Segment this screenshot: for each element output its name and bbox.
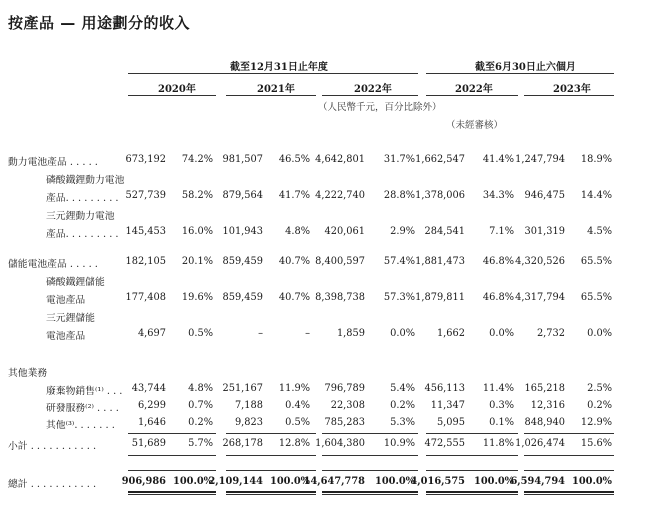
row-label: 其他業務 [8, 368, 48, 379]
table-cell: 1,604,380 [315, 438, 365, 449]
table-cell: 0.2% [188, 417, 213, 428]
row-label: 電池產品 [46, 295, 86, 306]
table-cell: 1,247,794 [515, 154, 565, 165]
year-rule-2022 [322, 95, 418, 96]
table-cell: 177,408 [125, 292, 166, 303]
table-cell: – [258, 328, 263, 339]
total-bottom-rule [524, 491, 614, 493]
table-cell: 4,016,575 [410, 476, 465, 487]
table-cell: 41.7% [278, 190, 310, 201]
table-cell: 456,113 [424, 383, 465, 394]
total-bottom-rule [128, 491, 216, 493]
total-top-rule [426, 470, 518, 471]
table-cell: 2,732 [536, 328, 565, 339]
table-cell: 4.5% [587, 226, 612, 237]
table-cell: 46.5% [278, 154, 310, 165]
table-cell: 0.7% [188, 400, 213, 411]
table-cell: 11.9% [278, 383, 310, 394]
table-cell: 4,697 [137, 328, 166, 339]
table-cell: 251,167 [222, 383, 263, 394]
table-cell: 0.5% [285, 417, 310, 428]
table-cell: 65.5% [580, 256, 612, 267]
table-cell: 22,308 [330, 400, 365, 411]
total-double-rule [322, 494, 418, 495]
table-cell: 41.4% [482, 154, 514, 165]
row-label: 電池產品 [46, 331, 86, 342]
table-cell: 18.9% [580, 154, 612, 165]
table-cell: 12.9% [580, 417, 612, 428]
table-cell: 5,095 [436, 417, 465, 428]
table-cell: 74.2% [181, 154, 213, 165]
subtotal-top-rule [322, 433, 418, 434]
table-cell: 100.0% [173, 476, 213, 487]
table-cell: 14.4% [580, 190, 612, 201]
table-cell: 4.8% [285, 226, 310, 237]
row-label: 其他⁽³⁾. . . . . . . [46, 420, 115, 431]
table-cell: 12,316 [530, 400, 565, 411]
table-cell: 946,475 [524, 190, 565, 201]
table-cell: 4,222,740 [315, 190, 365, 201]
table-cell: 2.5% [587, 383, 612, 394]
subtotal-bottom-rule [128, 455, 216, 456]
table-cell: 472,555 [424, 438, 465, 449]
table-cell: 0.0% [489, 328, 514, 339]
table-cell: 284,541 [424, 226, 465, 237]
table-cell: 1,662 [436, 328, 465, 339]
table-cell: 14,647,778 [303, 476, 365, 487]
year-2023-h1: 2023年 [553, 84, 591, 95]
table-cell: 0.0% [587, 328, 612, 339]
subtotal-bottom-rule [426, 455, 518, 456]
table-cell: 15.6% [580, 438, 612, 449]
table-cell: 100.0% [572, 476, 612, 487]
table-cell: 34.3% [482, 190, 514, 201]
table-cell: 1,646 [137, 417, 166, 428]
table-cell: 46.8% [482, 292, 514, 303]
table-cell: 301,319 [524, 226, 565, 237]
table-cell: 6,299 [137, 400, 166, 411]
subtotal-bottom-rule [226, 455, 316, 456]
row-label: 磷酸鐵鋰儲能 [46, 277, 105, 288]
table-cell: 40.7% [278, 256, 310, 267]
table-cell: 0.4% [285, 400, 310, 411]
table-cell: 11.8% [482, 438, 514, 449]
table-cell: 796,789 [324, 383, 365, 394]
row-label: 小計 . . . . . . . . . . . [8, 441, 97, 452]
total-top-rule [128, 470, 216, 471]
table-cell: 165,218 [524, 383, 565, 394]
page-title: 按產品 — 用途劃分的收入 [8, 14, 190, 32]
table-cell: 859,459 [222, 292, 263, 303]
year-2022-h1: 2022年 [455, 84, 493, 95]
row-label: 研發服務⁽²⁾ . . . . [46, 403, 119, 414]
table-cell: 1,378,006 [415, 190, 465, 201]
total-top-rule [322, 470, 418, 471]
table-cell: 6,594,794 [510, 476, 565, 487]
row-label: 產品. . . . . . . . . [46, 193, 119, 204]
year-rule-2020 [128, 95, 216, 96]
table-cell: 4,320,526 [515, 256, 565, 267]
table-cell: 859,459 [222, 256, 263, 267]
table-cell: 20.1% [181, 256, 213, 267]
half-year-header: 截至6月30日止六個月 [475, 62, 576, 73]
table-cell: 5.4% [390, 383, 415, 394]
table-cell: 12.8% [278, 438, 310, 449]
subtotal-bottom-rule [322, 455, 418, 456]
table-cell: 57.4% [383, 256, 415, 267]
table-cell: 145,453 [125, 226, 166, 237]
table-cell: 182,105 [125, 256, 166, 267]
row-label: 三元鋰動力電池 [46, 211, 115, 222]
year-2022-fy: 2022年 [354, 84, 392, 95]
row-label: 廢棄物銷售⁽¹⁾ . . . [46, 386, 123, 397]
table-cell: 46.8% [482, 256, 514, 267]
table-cell: 527,739 [125, 190, 166, 201]
table-cell: 906,986 [121, 476, 166, 487]
year-rule-2022-h1 [426, 95, 518, 96]
table-cell: 4.8% [188, 383, 213, 394]
total-double-rule [226, 494, 316, 495]
table-cell: 65.5% [580, 292, 612, 303]
row-label: 總計 . . . . . . . . . . . [8, 479, 97, 490]
header-rule-h1 [426, 73, 614, 74]
table-cell: 879,564 [222, 190, 263, 201]
total-top-rule [524, 470, 614, 471]
table-cell: 848,940 [524, 417, 565, 428]
subtotal-top-rule [226, 433, 316, 434]
subtotal-top-rule [128, 433, 216, 434]
row-label: 產品. . . . . . . . . [46, 229, 119, 240]
table-cell: 51,689 [131, 438, 166, 449]
table-cell: 10.9% [383, 438, 415, 449]
table-cell: 19.6% [181, 292, 213, 303]
table-cell: 0.5% [188, 328, 213, 339]
subtotal-bottom-rule [524, 455, 614, 456]
table-cell: 1,881,473 [415, 256, 465, 267]
table-cell: 2.9% [390, 226, 415, 237]
table-cell: 8,398,738 [315, 292, 365, 303]
table-cell: 11,347 [430, 400, 465, 411]
total-double-rule [426, 494, 518, 495]
table-cell: 100.0% [474, 476, 514, 487]
total-top-rule [226, 470, 316, 471]
total-bottom-rule [322, 491, 418, 493]
table-cell: 1,026,474 [515, 438, 565, 449]
table-cell: 5.3% [390, 417, 415, 428]
table-cell: 28.8% [383, 190, 415, 201]
table-cell: 100.0% [270, 476, 310, 487]
year-rule-2023-h1 [524, 95, 614, 96]
row-label: 磷酸鐵鋰動力電池 [46, 175, 125, 186]
table-cell: 8,400,597 [315, 256, 365, 267]
table-cell: 100.0% [375, 476, 415, 487]
table-cell: 43,744 [131, 383, 166, 394]
table-cell: 981,507 [222, 154, 263, 165]
fiscal-year-header: 截至12月31日止年度 [230, 62, 328, 73]
total-double-rule [524, 494, 614, 495]
row-label: 儲能電池產品 . . . . . [8, 259, 98, 270]
table-cell: 0.0% [390, 328, 415, 339]
table-cell: 0.3% [489, 400, 514, 411]
table-cell: 7,188 [234, 400, 263, 411]
table-cell: 673,192 [125, 154, 166, 165]
row-label: 三元鋰儲能 [46, 313, 95, 324]
table-cell: 4,642,801 [315, 154, 365, 165]
table-cell: 58.2% [181, 190, 213, 201]
table-cell: 9,823 [234, 417, 263, 428]
subtotal-top-rule [426, 433, 518, 434]
year-2020: 2020年 [158, 84, 196, 95]
table-cell: 0.2% [390, 400, 415, 411]
table-cell: 0.1% [489, 417, 514, 428]
table-cell: 5.7% [188, 438, 213, 449]
table-cell: 785,283 [324, 417, 365, 428]
table-cell: 31.7% [383, 154, 415, 165]
table-cell: 1,662,547 [415, 154, 465, 165]
table-cell: 1,879,811 [415, 292, 465, 303]
table-cell: – [305, 328, 310, 339]
table-cell: 2,109,144 [208, 476, 263, 487]
year-2021: 2021年 [257, 84, 295, 95]
table-cell: 4,317,794 [515, 292, 565, 303]
header-rule-fy [128, 73, 418, 74]
table-cell: 1,859 [336, 328, 365, 339]
table-cell: 420,061 [324, 226, 365, 237]
units-note: （人民幣千元，百分比除外） [318, 102, 442, 113]
row-label: 動力電池產品 . . . . . [8, 157, 98, 168]
year-rule-2021 [226, 95, 316, 96]
table-cell: 0.2% [587, 400, 612, 411]
table-cell: 101,943 [222, 226, 263, 237]
table-cell: 57.3% [383, 292, 415, 303]
total-bottom-rule [426, 491, 518, 493]
subtotal-top-rule [524, 433, 614, 434]
table-cell: 40.7% [278, 292, 310, 303]
table-cell: 16.0% [181, 226, 213, 237]
unaudited-note: （未經審核） [446, 120, 504, 131]
table-cell: 11.4% [482, 383, 514, 394]
total-double-rule [128, 494, 216, 495]
table-cell: 7.1% [489, 226, 514, 237]
total-bottom-rule [226, 491, 316, 493]
table-cell: 268,178 [222, 438, 263, 449]
